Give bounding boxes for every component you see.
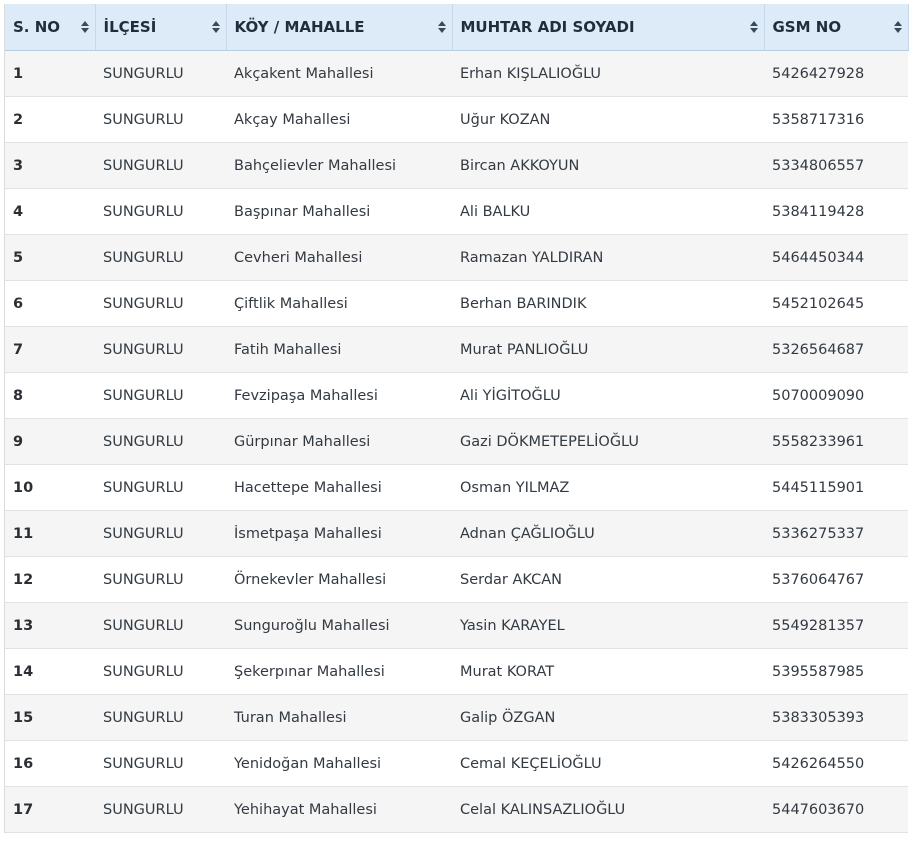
cell-muhtar: Adnan ÇAĞLIOĞLU (452, 511, 764, 557)
cell-ilce: SUNGURLU (95, 327, 226, 373)
cell-sno: 13 (5, 603, 95, 649)
table-row (5, 327, 908, 373)
column-header-sno[interactable] (5, 4, 95, 51)
cell-muhtar: Yasin KARAYEL (452, 603, 764, 649)
cell-ilce: SUNGURLU (95, 235, 226, 281)
cell-gsm: 5447603670 (764, 787, 908, 833)
table-row (5, 97, 908, 143)
cell-mahalle: Bahçelievler Mahallesi (226, 143, 452, 189)
cell-ilce: SUNGURLU (95, 189, 226, 235)
table-row (5, 143, 908, 189)
cell-mahalle: Akçakent Mahallesi (226, 51, 452, 97)
cell-muhtar: Osman YILMAZ (452, 465, 764, 511)
cell-ilce: SUNGURLU (95, 511, 226, 557)
column-header-label: İLÇESİ (103, 18, 157, 36)
cell-sno: 4 (5, 189, 95, 235)
cell-mahalle: Cevheri Mahallesi (226, 235, 452, 281)
cell-ilce: SUNGURLU (95, 143, 226, 189)
cell-sno: 14 (5, 649, 95, 695)
cell-muhtar: Uğur KOZAN (452, 97, 764, 143)
cell-muhtar: Serdar AKCAN (452, 557, 764, 603)
cell-gsm: 5395587985 (764, 649, 908, 695)
cell-ilce: SUNGURLU (95, 97, 226, 143)
cell-muhtar: Berhan BARINDIK (452, 281, 764, 327)
cell-mahalle: Gürpınar Mahallesi (226, 419, 452, 465)
cell-gsm: 5549281357 (764, 603, 908, 649)
cell-gsm: 5334806557 (764, 143, 908, 189)
cell-ilce: SUNGURLU (95, 557, 226, 603)
cell-ilce: SUNGURLU (95, 51, 226, 97)
cell-ilce: SUNGURLU (95, 465, 226, 511)
cell-sno: 1 (5, 51, 95, 97)
table-row (5, 787, 908, 833)
cell-gsm: 5464450344 (764, 235, 908, 281)
cell-mahalle: Hacettepe Mahallesi (226, 465, 452, 511)
cell-muhtar: Erhan KIŞLALIOĞLU (452, 51, 764, 97)
column-header-gsm[interactable] (764, 4, 908, 51)
cell-sno: 8 (5, 373, 95, 419)
cell-mahalle: Şekerpınar Mahallesi (226, 649, 452, 695)
table-body (5, 51, 908, 833)
cell-sno: 7 (5, 327, 95, 373)
muhtar-table-container (4, 4, 908, 833)
cell-ilce: SUNGURLU (95, 787, 226, 833)
column-header-label: S. NO (13, 18, 61, 36)
cell-sno: 11 (5, 511, 95, 557)
table-header (5, 4, 908, 51)
cell-ilce: SUNGURLU (95, 649, 226, 695)
cell-mahalle: Yehihayat Mahallesi (226, 787, 452, 833)
table-row (5, 695, 908, 741)
cell-gsm: 5445115901 (764, 465, 908, 511)
cell-muhtar: Ramazan YALDIRAN (452, 235, 764, 281)
column-header-muhtar[interactable] (452, 4, 764, 51)
cell-ilce: SUNGURLU (95, 603, 226, 649)
cell-sno: 6 (5, 281, 95, 327)
cell-mahalle: Fevzipaşa Mahallesi (226, 373, 452, 419)
cell-gsm: 5070009090 (764, 373, 908, 419)
cell-mahalle: Çiftlik Mahallesi (226, 281, 452, 327)
cell-gsm: 5383305393 (764, 695, 908, 741)
cell-gsm: 5336275337 (764, 511, 908, 557)
cell-sno: 12 (5, 557, 95, 603)
table-row (5, 189, 908, 235)
cell-ilce: SUNGURLU (95, 695, 226, 741)
cell-gsm: 5426427928 (764, 51, 908, 97)
cell-muhtar: Gazi DÖKMETEPELİOĞLU (452, 419, 764, 465)
cell-gsm: 5358717316 (764, 97, 908, 143)
cell-sno: 17 (5, 787, 95, 833)
cell-muhtar: Ali BALKU (452, 189, 764, 235)
column-header-ilce[interactable] (95, 4, 226, 51)
cell-gsm: 5452102645 (764, 281, 908, 327)
muhtar-table (5, 4, 909, 833)
sort-icon[interactable] (438, 21, 446, 33)
cell-gsm: 5384119428 (764, 189, 908, 235)
cell-muhtar: Bircan AKKOYUN (452, 143, 764, 189)
table-row (5, 649, 908, 695)
cell-mahalle: İsmetpaşa Mahallesi (226, 511, 452, 557)
table-row (5, 235, 908, 281)
cell-mahalle: Akçay Mahallesi (226, 97, 452, 143)
sort-icon[interactable] (212, 21, 220, 33)
column-header-label: GSM NO (772, 18, 842, 36)
cell-muhtar: Celal KALINSAZLIOĞLU (452, 787, 764, 833)
cell-muhtar: Galip ÖZGAN (452, 695, 764, 741)
cell-sno: 3 (5, 143, 95, 189)
cell-mahalle: Örnekevler Mahallesi (226, 557, 452, 603)
cell-mahalle: Başpınar Mahallesi (226, 189, 452, 235)
table-row (5, 603, 908, 649)
cell-gsm: 5426264550 (764, 741, 908, 787)
cell-muhtar: Cemal KEÇELİOĞLU (452, 741, 764, 787)
cell-ilce: SUNGURLU (95, 281, 226, 327)
cell-sno: 2 (5, 97, 95, 143)
table-row (5, 373, 908, 419)
cell-gsm: 5376064767 (764, 557, 908, 603)
cell-mahalle: Turan Mahallesi (226, 695, 452, 741)
table-row (5, 557, 908, 603)
table-row (5, 465, 908, 511)
cell-mahalle: Fatih Mahallesi (226, 327, 452, 373)
table-header-row (5, 4, 908, 51)
cell-muhtar: Murat PANLIOĞLU (452, 327, 764, 373)
cell-gsm: 5326564687 (764, 327, 908, 373)
sort-icon[interactable] (750, 21, 758, 33)
cell-sno: 9 (5, 419, 95, 465)
sort-icon[interactable] (81, 21, 89, 33)
table-row (5, 281, 908, 327)
table-row (5, 741, 908, 787)
cell-sno: 15 (5, 695, 95, 741)
table-row (5, 511, 908, 557)
cell-ilce: SUNGURLU (95, 373, 226, 419)
table-row (5, 419, 908, 465)
column-header-label: KÖY / MAHALLE (234, 18, 365, 36)
cell-sno: 16 (5, 741, 95, 787)
cell-mahalle: Yenidoğan Mahallesi (226, 741, 452, 787)
column-header-label: MUHTAR ADI SOYADI (460, 18, 635, 36)
cell-gsm: 5558233961 (764, 419, 908, 465)
cell-ilce: SUNGURLU (95, 741, 226, 787)
sort-icon[interactable] (894, 21, 902, 33)
cell-mahalle: Sunguroğlu Mahallesi (226, 603, 452, 649)
cell-sno: 5 (5, 235, 95, 281)
cell-muhtar: Murat KORAT (452, 649, 764, 695)
table-row (5, 51, 908, 97)
cell-muhtar: Ali YİGİTOĞLU (452, 373, 764, 419)
cell-ilce: SUNGURLU (95, 419, 226, 465)
column-header-mahalle[interactable] (226, 4, 452, 51)
cell-sno: 10 (5, 465, 95, 511)
